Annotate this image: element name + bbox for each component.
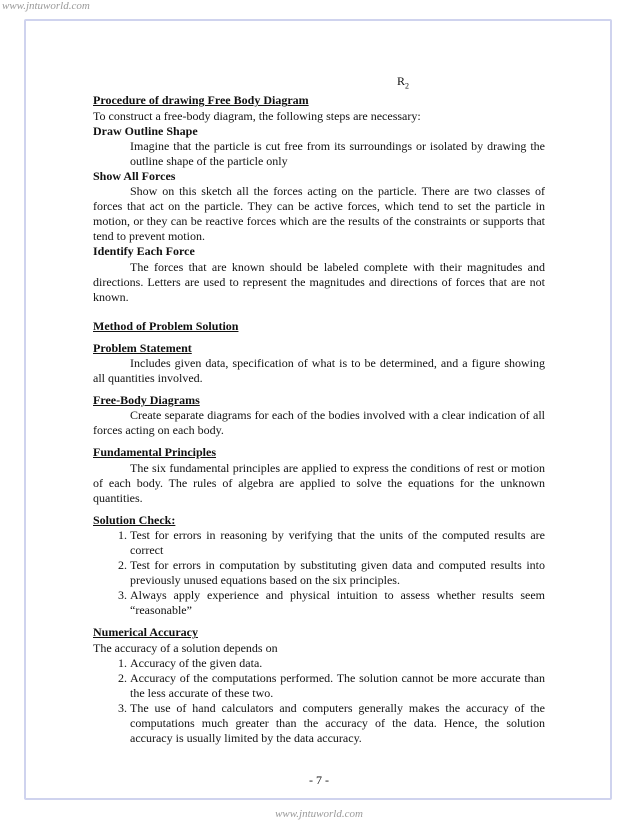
step-title-identify: Identify Each Force: [93, 244, 195, 259]
list-item: 3. Always apply experience and physical intuition to assess whether results seem “reasonable”: [130, 588, 545, 618]
solution-check-list: [93, 528, 545, 619]
marker-r2: $R_2$: [396, 74, 409, 91]
list-item: 1. Accuracy of the given data.: [130, 656, 545, 671]
watermark-bottom: www.jntuworld.com: [275, 808, 363, 820]
free-body-text: Create separate diagrams for each of the bodies involved with a clear indication of all forces acting on each body.: [93, 408, 545, 438]
step-text-forces: Show on this sketch all the forces acting on the particle. There are two classes of forces that act on the particle. They can be active forces, which tend to set the particle in motion, or they can be reactive forces which are the results of the constraints or supports that tend to prevent motion.: [93, 184, 545, 244]
list-item: 3. The use of hand calculators and computers generally makes the accuracy of the computations much greater than the accuracy of the data. Hence, the solution accuracy is usually limited by the data accuracy.: [130, 701, 545, 746]
page-number: - 7 -: [309, 773, 329, 787]
list-item: 2. Test for errors in computation by substituting given data and computed results into previously unused equations based on the six principles.: [130, 558, 545, 588]
step-text-identify: The forces that are known should be labeled complete with their magnitudes and directions. Letters are used to represent the magnitudes and directions of forces that are not known.: [93, 259, 545, 304]
page-content: [93, 74, 545, 746]
numerical-list: [93, 656, 545, 747]
list-item: 2. Accuracy of the computations performed. The solution cannot be more accurate than the less accurate of these two.: [130, 671, 545, 701]
list-item: 1. Test for errors in reasoning by verifying that the units of the computed results are correct: [130, 528, 545, 558]
problem-statement-text: Includes given data, specification of what is to be determined, and a figure showing all quantities involved.: [93, 355, 545, 386]
watermark-top: www.jntuworld.com: [2, 0, 90, 12]
fundamental-text: The six fundamental principles are applied to express the conditions of rest or motion of each body. The rules of algebra are applied to solve the equations for the unknown quantities.: [93, 460, 545, 505]
numerical-intro: The accuracy of a solution depends on: [93, 640, 278, 655]
problem-statement-title: Problem Statement: [93, 340, 192, 355]
fundamental-title: Fundamental Principles: [93, 445, 217, 460]
numerical-title: Numerical Accuracy: [93, 625, 198, 640]
fbd-intro: To construct a free-body diagram, the following steps are necessary:: [93, 108, 421, 123]
solution-check-title: Solution Check:: [93, 512, 176, 527]
step-title-forces: Show All Forces: [93, 168, 176, 183]
section-heading-method: Method of Problem Solution: [93, 318, 239, 333]
step-title-outline: Draw Outline Shape: [93, 123, 198, 138]
free-body-title: Free-Body Diagrams: [93, 393, 200, 408]
section-heading-fbd: Procedure of drawing Free Body Diagram: [93, 93, 309, 108]
step-text-outline: Imagine that the particle is cut free from its surroundings or isolated by drawing the outline shape of the particle only: [130, 138, 545, 168]
